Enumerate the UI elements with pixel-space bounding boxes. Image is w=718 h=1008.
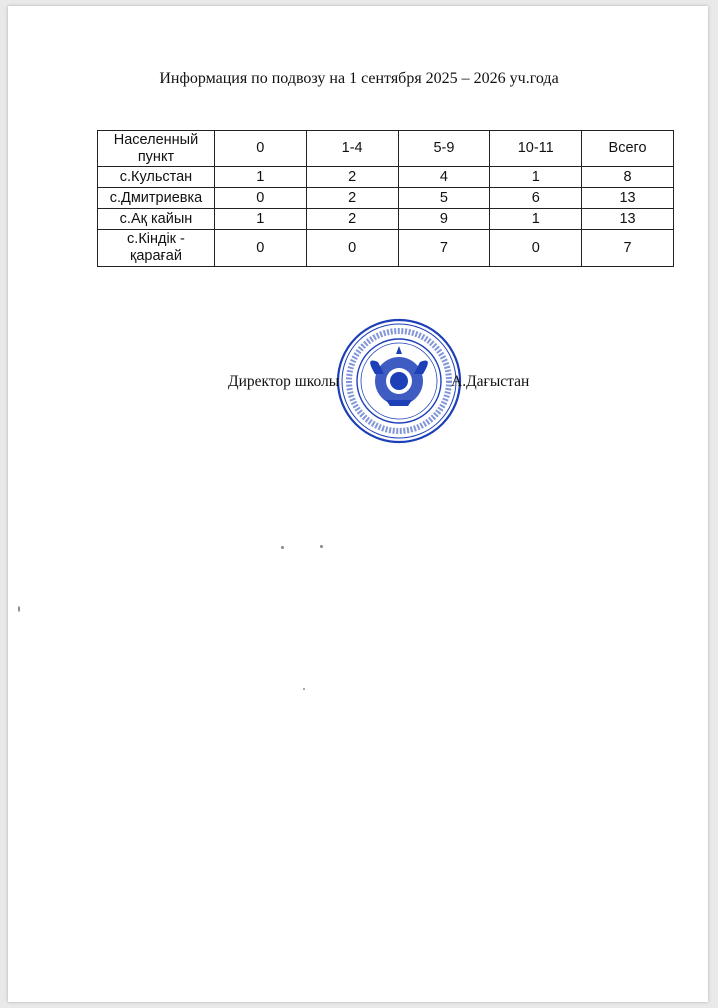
cell-total: 13 xyxy=(582,209,674,230)
header-total: Всего xyxy=(582,131,674,167)
cell-value: 6 xyxy=(490,188,582,209)
table-row xyxy=(98,188,674,209)
scan-speck xyxy=(320,545,323,548)
scan-speck xyxy=(281,546,284,549)
transport-table xyxy=(97,130,674,267)
header-grade-0: 0 xyxy=(214,131,306,167)
cell-total: 7 xyxy=(582,230,674,267)
cell-value: 2 xyxy=(306,167,398,188)
cell-settlement: с.Кульстан xyxy=(98,167,215,188)
signature-position: Директор школы xyxy=(228,373,340,390)
header-grade-1-4: 1-4 xyxy=(306,131,398,167)
scan-speck xyxy=(303,688,305,690)
cell-settlement: с.Ақ кайын xyxy=(98,209,215,230)
official-stamp xyxy=(334,316,464,446)
cell-value: 2 xyxy=(306,188,398,209)
cell-value: 4 xyxy=(398,167,490,188)
cell-total: 13 xyxy=(582,188,674,209)
cell-value: 0 xyxy=(306,230,398,267)
cell-value: 2 xyxy=(306,209,398,230)
header-grade-10-11: 10-11 xyxy=(490,131,582,167)
cell-value: 1 xyxy=(214,167,306,188)
cell-settlement: с.Дмитриевка xyxy=(98,188,215,209)
page-title: Информация по подвозу на 1 сентября 2025 – 2026 уч.года xyxy=(159,70,559,87)
cell-value: 1 xyxy=(214,209,306,230)
cell-value: 5 xyxy=(398,188,490,209)
cell-total: 8 xyxy=(582,167,674,188)
scan-speck xyxy=(18,606,20,612)
cell-settlement: с.Кіндік - қарағай xyxy=(98,230,215,267)
cell-value: 0 xyxy=(490,230,582,267)
table-row xyxy=(98,230,674,267)
cell-value: 0 xyxy=(214,230,306,267)
cell-value: 0 xyxy=(214,188,306,209)
cell-value: 9 xyxy=(398,209,490,230)
header-settlement: Населенный пункт xyxy=(98,131,215,167)
signature-name: А.Дағыстан xyxy=(451,373,530,390)
cell-value: 1 xyxy=(490,167,582,188)
cell-value: 7 xyxy=(398,230,490,267)
table-row xyxy=(98,209,674,230)
cell-value: 1 xyxy=(490,209,582,230)
header-grade-5-9: 5-9 xyxy=(398,131,490,167)
table-row xyxy=(98,167,674,188)
table-header-row xyxy=(98,131,674,167)
emblem-icon xyxy=(370,346,428,406)
